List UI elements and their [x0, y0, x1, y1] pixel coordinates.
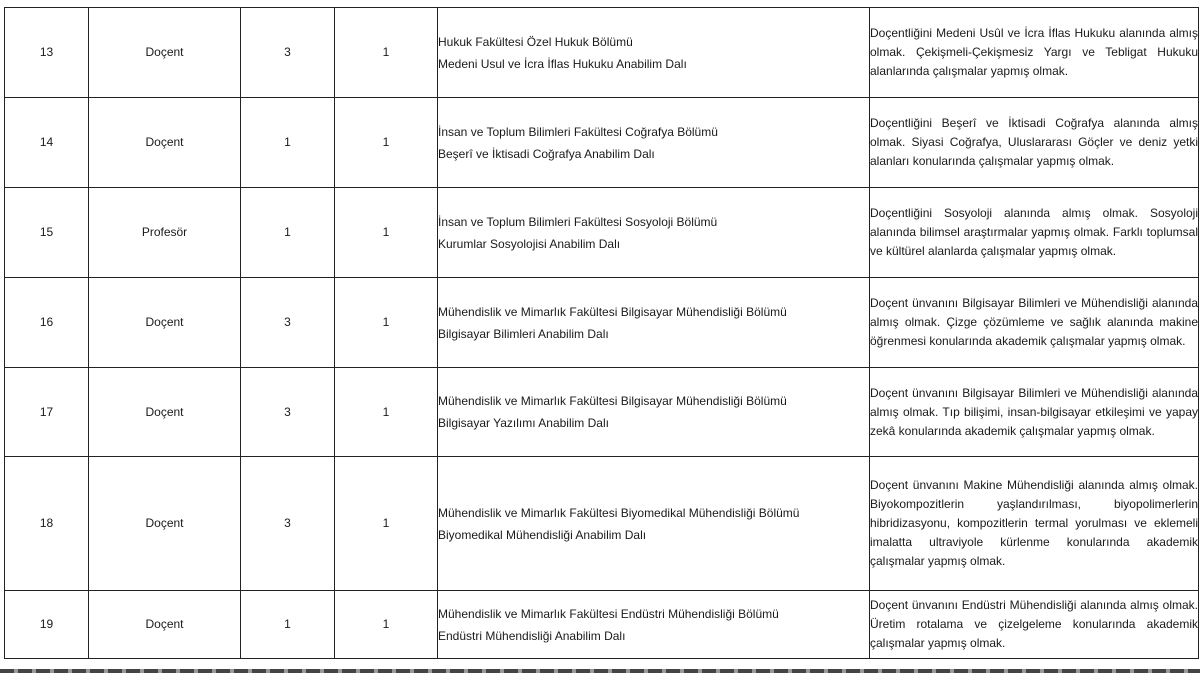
- academic-title: Profesör: [89, 188, 241, 278]
- position-degree: 1: [335, 368, 438, 457]
- position-degree: 1: [335, 457, 438, 591]
- requirement-text: Doçent ünvanını Bilgisayar Bilimleri ve Mühendisliği alanında almış olmak. Çizge çözümleme ve sağlık alanında makine öğrenmesi konularında akademik çalışmalar yapmış olmak.: [870, 278, 1199, 368]
- division-name: Kurumlar Sosyolojisi Anabilim Dalı: [438, 236, 621, 251]
- department-cell: [438, 8, 870, 98]
- academic-title: Doçent: [89, 591, 241, 659]
- department-cell: [438, 457, 870, 591]
- position-degree: 1: [335, 188, 438, 278]
- department-cell: [438, 368, 870, 457]
- table-row: [5, 8, 1199, 98]
- position-degree: 1: [335, 98, 438, 188]
- table-row: [5, 278, 1199, 368]
- row-number: 15: [5, 188, 89, 278]
- position-count: 1: [241, 98, 335, 188]
- position-count: 3: [241, 278, 335, 368]
- row-number: 18: [5, 457, 89, 591]
- faculty-department: Mühendislik ve Mimarlık Fakültesi Biyomedikal Mühendisliği Bölümü: [438, 505, 800, 520]
- faculty-department: İnsan ve Toplum Bilimleri Fakültesi Sosyoloji Bölümü: [438, 214, 718, 229]
- faculty-department: Hukuk Fakültesi Özel Hukuk Bölümü: [438, 34, 633, 49]
- positions-table: [4, 7, 1199, 659]
- academic-title: Doçent: [89, 98, 241, 188]
- position-count: 3: [241, 457, 335, 591]
- division-name: Medeni Usul ve İcra İflas Hukuku Anabilim Dalı: [438, 56, 687, 71]
- position-degree: 1: [335, 8, 438, 98]
- requirement-text: Doçent ünvanını Bilgisayar Bilimleri ve Mühendisliği alanında almış olmak. Tıp bilişimi, insan-bilgisayar etkileşimi ve yapay zekâ konularında akademik çalışmalar yapmış olmak.: [870, 368, 1199, 457]
- division-name: Bilgisayar Yazılımı Anabilim Dalı: [438, 416, 609, 430]
- table-row: [5, 457, 1199, 591]
- row-number: 14: [5, 98, 89, 188]
- academic-title: Doçent: [89, 457, 241, 591]
- position-count: 1: [241, 591, 335, 659]
- table-row: [5, 98, 1199, 188]
- row-number: 13: [5, 8, 89, 98]
- position-degree: 1: [335, 591, 438, 659]
- faculty-department: Mühendislik ve Mimarlık Fakültesi Bilgisayar Mühendisliği Bölümü: [438, 394, 787, 408]
- table-row: [5, 368, 1199, 457]
- row-number: 17: [5, 368, 89, 457]
- division-name: Biyomedikal Mühendisliği Anabilim Dalı: [438, 527, 647, 542]
- department-cell: [438, 188, 870, 278]
- faculty-department: Mühendislik ve Mimarlık Fakültesi Bilgisayar Mühendisliği Bölümü: [438, 304, 787, 319]
- division-name: Bilgisayar Bilimleri Anabilim Dalı: [438, 326, 609, 341]
- department-cell: [438, 591, 870, 659]
- position-count: 3: [241, 368, 335, 457]
- table-row: [5, 188, 1199, 278]
- academic-title: Doçent: [89, 8, 241, 98]
- position-count: 3: [241, 8, 335, 98]
- academic-title: Doçent: [89, 278, 241, 368]
- requirement-text: Doçentliğini Beşerî ve İktisadi Coğrafya alanında almış olmak. Siyasi Coğrafya, Uluslararası Göçler ve deniz yetki alanları konularında çalışmalar yapmış olmak.: [870, 98, 1199, 188]
- faculty-department: İnsan ve Toplum Bilimleri Fakültesi Coğrafya Bölümü: [438, 124, 718, 139]
- department-cell: [438, 278, 870, 368]
- department-cell: [438, 98, 870, 188]
- academic-title: Doçent: [89, 368, 241, 457]
- row-number: 19: [5, 591, 89, 659]
- division-name: Beşerî ve İktisadi Coğrafya Anabilim Dalı: [438, 146, 655, 161]
- page-edge-rule: [0, 669, 1200, 673]
- requirement-text: Doçent ünvanını Endüstri Mühendisliği alanında almış olmak. Üretim rotalama ve çizelgeleme konularında akademik çalışmalar yapmış olmak.: [870, 591, 1199, 659]
- requirement-text: Doçentliğini Sosyoloji alanında almış olmak. Sosyoloji alanında bilimsel araştırmalar yapmış olmak. Farklı toplumsal ve kültürel alanlarda çalışmalar yapmış olmak.: [870, 188, 1199, 278]
- position-degree: 1: [335, 278, 438, 368]
- table-row: [5, 591, 1199, 659]
- requirement-text: Doçent ünvanını Makine Mühendisliği alanında almış olmak. Biyokompozitlerin yaşlandırılması, biyopolimerlerin hibridizasyonu, kompozitlerin termal yorulması ve eklemeli imalatta ultraviyole kürlenme konularında akademik çalışmalar yapmış olmak.: [870, 457, 1199, 591]
- division-name: Endüstri Mühendisliği Anabilim Dalı: [438, 628, 626, 643]
- faculty-department: Mühendislik ve Mimarlık Fakültesi Endüstri Mühendisliği Bölümü: [438, 606, 779, 621]
- requirement-text: Doçentliğini Medeni Usûl ve İcra İflas Hukuku alanında almış olmak. Çekişmeli-Çekişmesiz Yargı ve Tebligat Hukuku alanlarında çalışmalar yapmış olmak.: [870, 8, 1199, 98]
- position-count: 1: [241, 188, 335, 278]
- row-number: 16: [5, 278, 89, 368]
